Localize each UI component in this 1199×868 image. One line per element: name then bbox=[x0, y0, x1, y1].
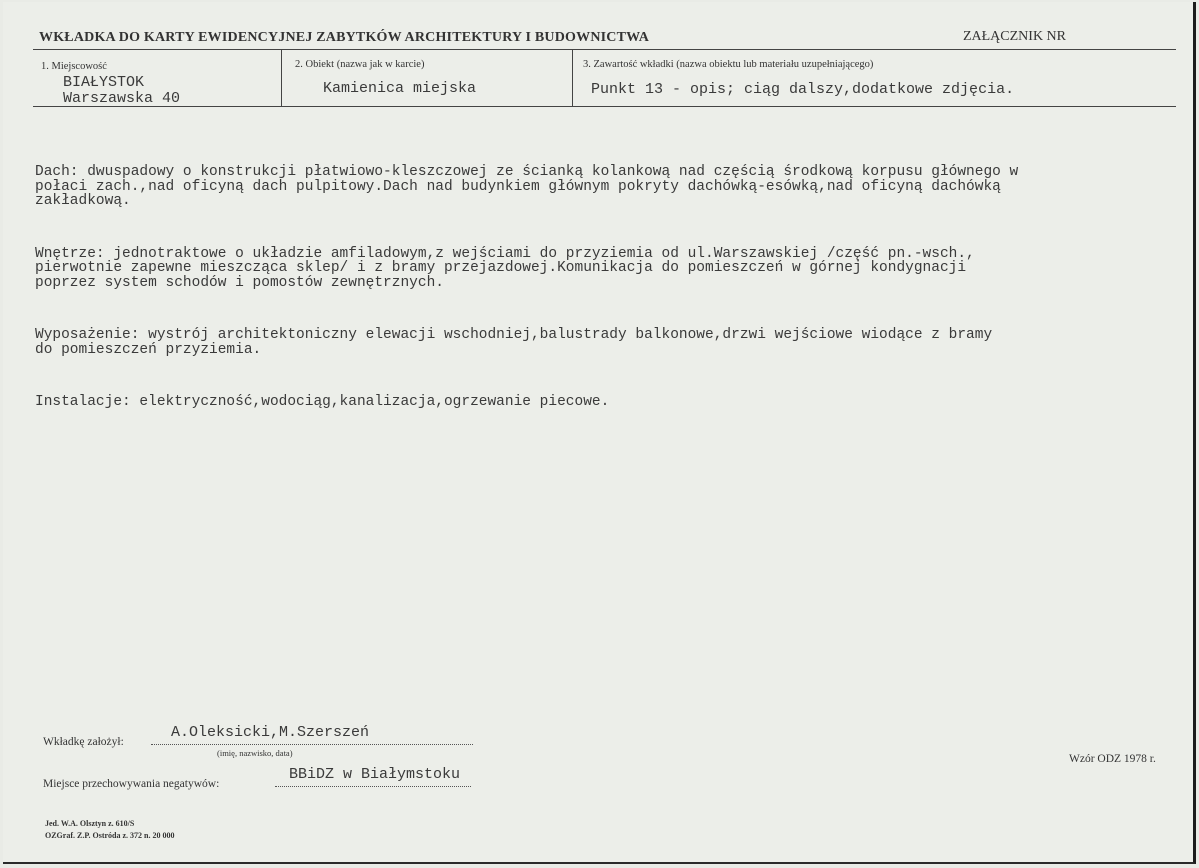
object-value: Kamienica miejska bbox=[323, 80, 477, 97]
location-city: BIAŁYSTOK bbox=[63, 74, 145, 91]
prepared-by-value: A.Oleksicki,M.Szerszeń bbox=[171, 724, 370, 741]
prepared-by-hint: (imię, nazwisko, data) bbox=[217, 748, 293, 758]
interior-paragraph: Wnętrze: jednotraktowe o układzie amfiladowym,z wejściami do przyziemia od ul.Warszawskiej /część pn.-wsch., pierwotnie zapewne mieszcząca sklep/ i z bramy przejazdowej.Komunikacja do pomieszczeń w górnej kondygnacji poprzez system schodów i pomostów zewnętrznych. bbox=[35, 245, 975, 291]
equipment-paragraph: Wyposażenie: wystrój architektoniczny elewacji wschodniej,balustrady balkonowe,drzwi wejściowe wiodące z bramy do pomieszczeń przyziemia. bbox=[35, 327, 993, 358]
content-value: Punkt 13 - opis; ciąg dalszy,dodatkowe zdjęcia. bbox=[591, 81, 1015, 98]
printer-info-2: OZGraf. Z.P. Ostróda z. 372 n. 20 000 bbox=[45, 831, 175, 840]
field-divider-2 bbox=[572, 49, 573, 106]
description-body bbox=[35, 136, 1155, 448]
roof-paragraph: Dach: dwuspadowy o konstrukcji płatwiowo-kleszczowej ze ścianką kolankową nad częścią środkową korpusu głównego w połaci zach.,nad oficyną dach pulpitowy.Dach nad budynkiem głównym pokryty dachówką-esówką,nad oficyną dachówką zakładkową. bbox=[35, 164, 1019, 209]
object-label: 2. Obiekt (nazwa jak w karcie) bbox=[295, 59, 425, 70]
negatives-location-value: BBiDZ w Białymstoku bbox=[289, 766, 461, 783]
form-title: WKŁADKA DO KARTY EWIDENCYJNEJ ZABYTKÓW ARCHITEKTURY I BUDOWNICTWA bbox=[39, 30, 650, 45]
content-label: 3. Zawartość wkładki (nazwa obiektu lub materiału uzupełniającego) bbox=[583, 59, 874, 70]
installations-paragraph: Instalacje: elektryczność,wodociąg,kanalizacja,ogrzewanie piecowe. bbox=[35, 394, 610, 410]
header-rule-top bbox=[33, 49, 1176, 50]
negatives-location-label: Miejsce przechowywania negatywów: bbox=[43, 778, 220, 790]
form-model: Wzór ODZ 1978 r. bbox=[1069, 753, 1156, 765]
negatives-dotted-line bbox=[275, 786, 471, 787]
header-rule-bottom bbox=[33, 106, 1176, 107]
prepared-by-dotted-line bbox=[151, 744, 473, 745]
prepared-by-label: Wkładkę założył: bbox=[43, 736, 124, 748]
printer-info-1: Jed. W.A. Olsztyn z. 610/S bbox=[45, 819, 135, 828]
location-label: 1. Miejscowość bbox=[41, 61, 107, 72]
field-divider-1 bbox=[281, 49, 282, 106]
annex-number-label: ZAŁĄCZNIK NR bbox=[962, 29, 1066, 44]
inventory-card-insert bbox=[3, 2, 1196, 864]
location-street: Warszawska 40 bbox=[63, 90, 181, 107]
